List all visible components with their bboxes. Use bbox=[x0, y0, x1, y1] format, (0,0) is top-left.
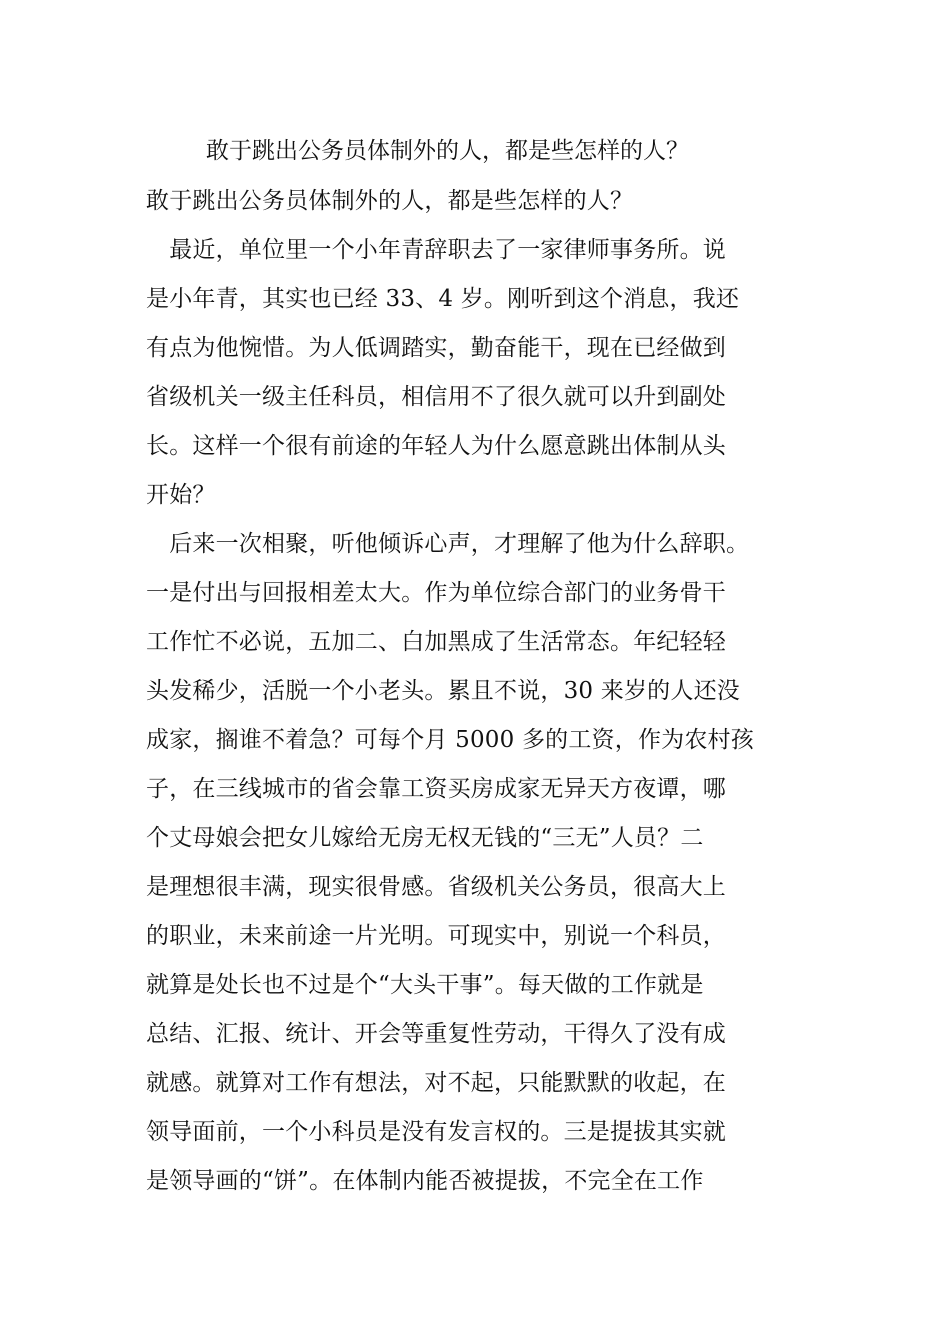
text-line: 总结、汇报、统计、开会等重复性劳动，干得久了没有成 bbox=[146, 1021, 726, 1047]
text-line: 就算是处长也不过是个“大头干事”。每天做的工作就是 bbox=[146, 972, 704, 998]
text-line: 工作忙不必说，五加二、白加黑成了生活常态。年纪轻轻 bbox=[146, 629, 726, 655]
text-line: 一是付出与回报相差太大。作为单位综合部门的业务骨干 bbox=[146, 580, 726, 606]
text-line: 的职业，未来前途一片光明。可现实中，别说一个科员， bbox=[146, 923, 726, 949]
text-line: 领导面前，一个小科员是没有发言权的。三是提拔其实就 bbox=[146, 1119, 726, 1145]
document-title: 敢于跳出公务员体制外的人，都是些怎样的人？ bbox=[206, 138, 689, 164]
text-line: 后来一次相聚，听他倾诉心声，才理解了他为什么辞职。 bbox=[146, 531, 750, 557]
text-line: 开始？ bbox=[146, 482, 216, 508]
text-line: 成家，搁谁不着急？可每个月 5000 多的工资，作为农村孩 bbox=[146, 727, 754, 753]
text-line: 子，在三线城市的省会靠工资买房成家无异天方夜谭，哪 bbox=[146, 776, 726, 802]
text-line: 最近，单位里一个小年青辞职去了一家律师事务所。说 bbox=[146, 237, 726, 263]
text-line: 长。这样一个很有前途的年轻人为什么愿意跳出体制从头 bbox=[146, 433, 726, 459]
text-line: 省级机关一级主任科员，相信用不了很久就可以升到副处 bbox=[146, 384, 726, 410]
text-line: 就感。就算对工作有想法，对不起，只能默默的收起，在 bbox=[146, 1070, 726, 1096]
text-line: 个丈母娘会把女儿嫁给无房无权无钱的“三无”人员？二 bbox=[146, 825, 704, 851]
text-line: 是小年青，其实也已经 33、4 岁。刚听到这个消息，我还 bbox=[146, 286, 740, 312]
text-line: 是领导画的“饼”。在体制内能否被提拔，不完全在工作 bbox=[146, 1168, 704, 1194]
text-line: 头发稀少，活脱一个小老头。累且不说，30 来岁的人还没 bbox=[146, 678, 740, 704]
text-line: 有点为他惋惜。为人低调踏实，勤奋能干，现在已经做到 bbox=[146, 335, 726, 361]
text-line: 敢于跳出公务员体制外的人，都是些怎样的人？ bbox=[146, 188, 634, 214]
text-line: 是理想很丰满，现实很骨感。省级机关公务员，很高大上 bbox=[146, 874, 726, 900]
